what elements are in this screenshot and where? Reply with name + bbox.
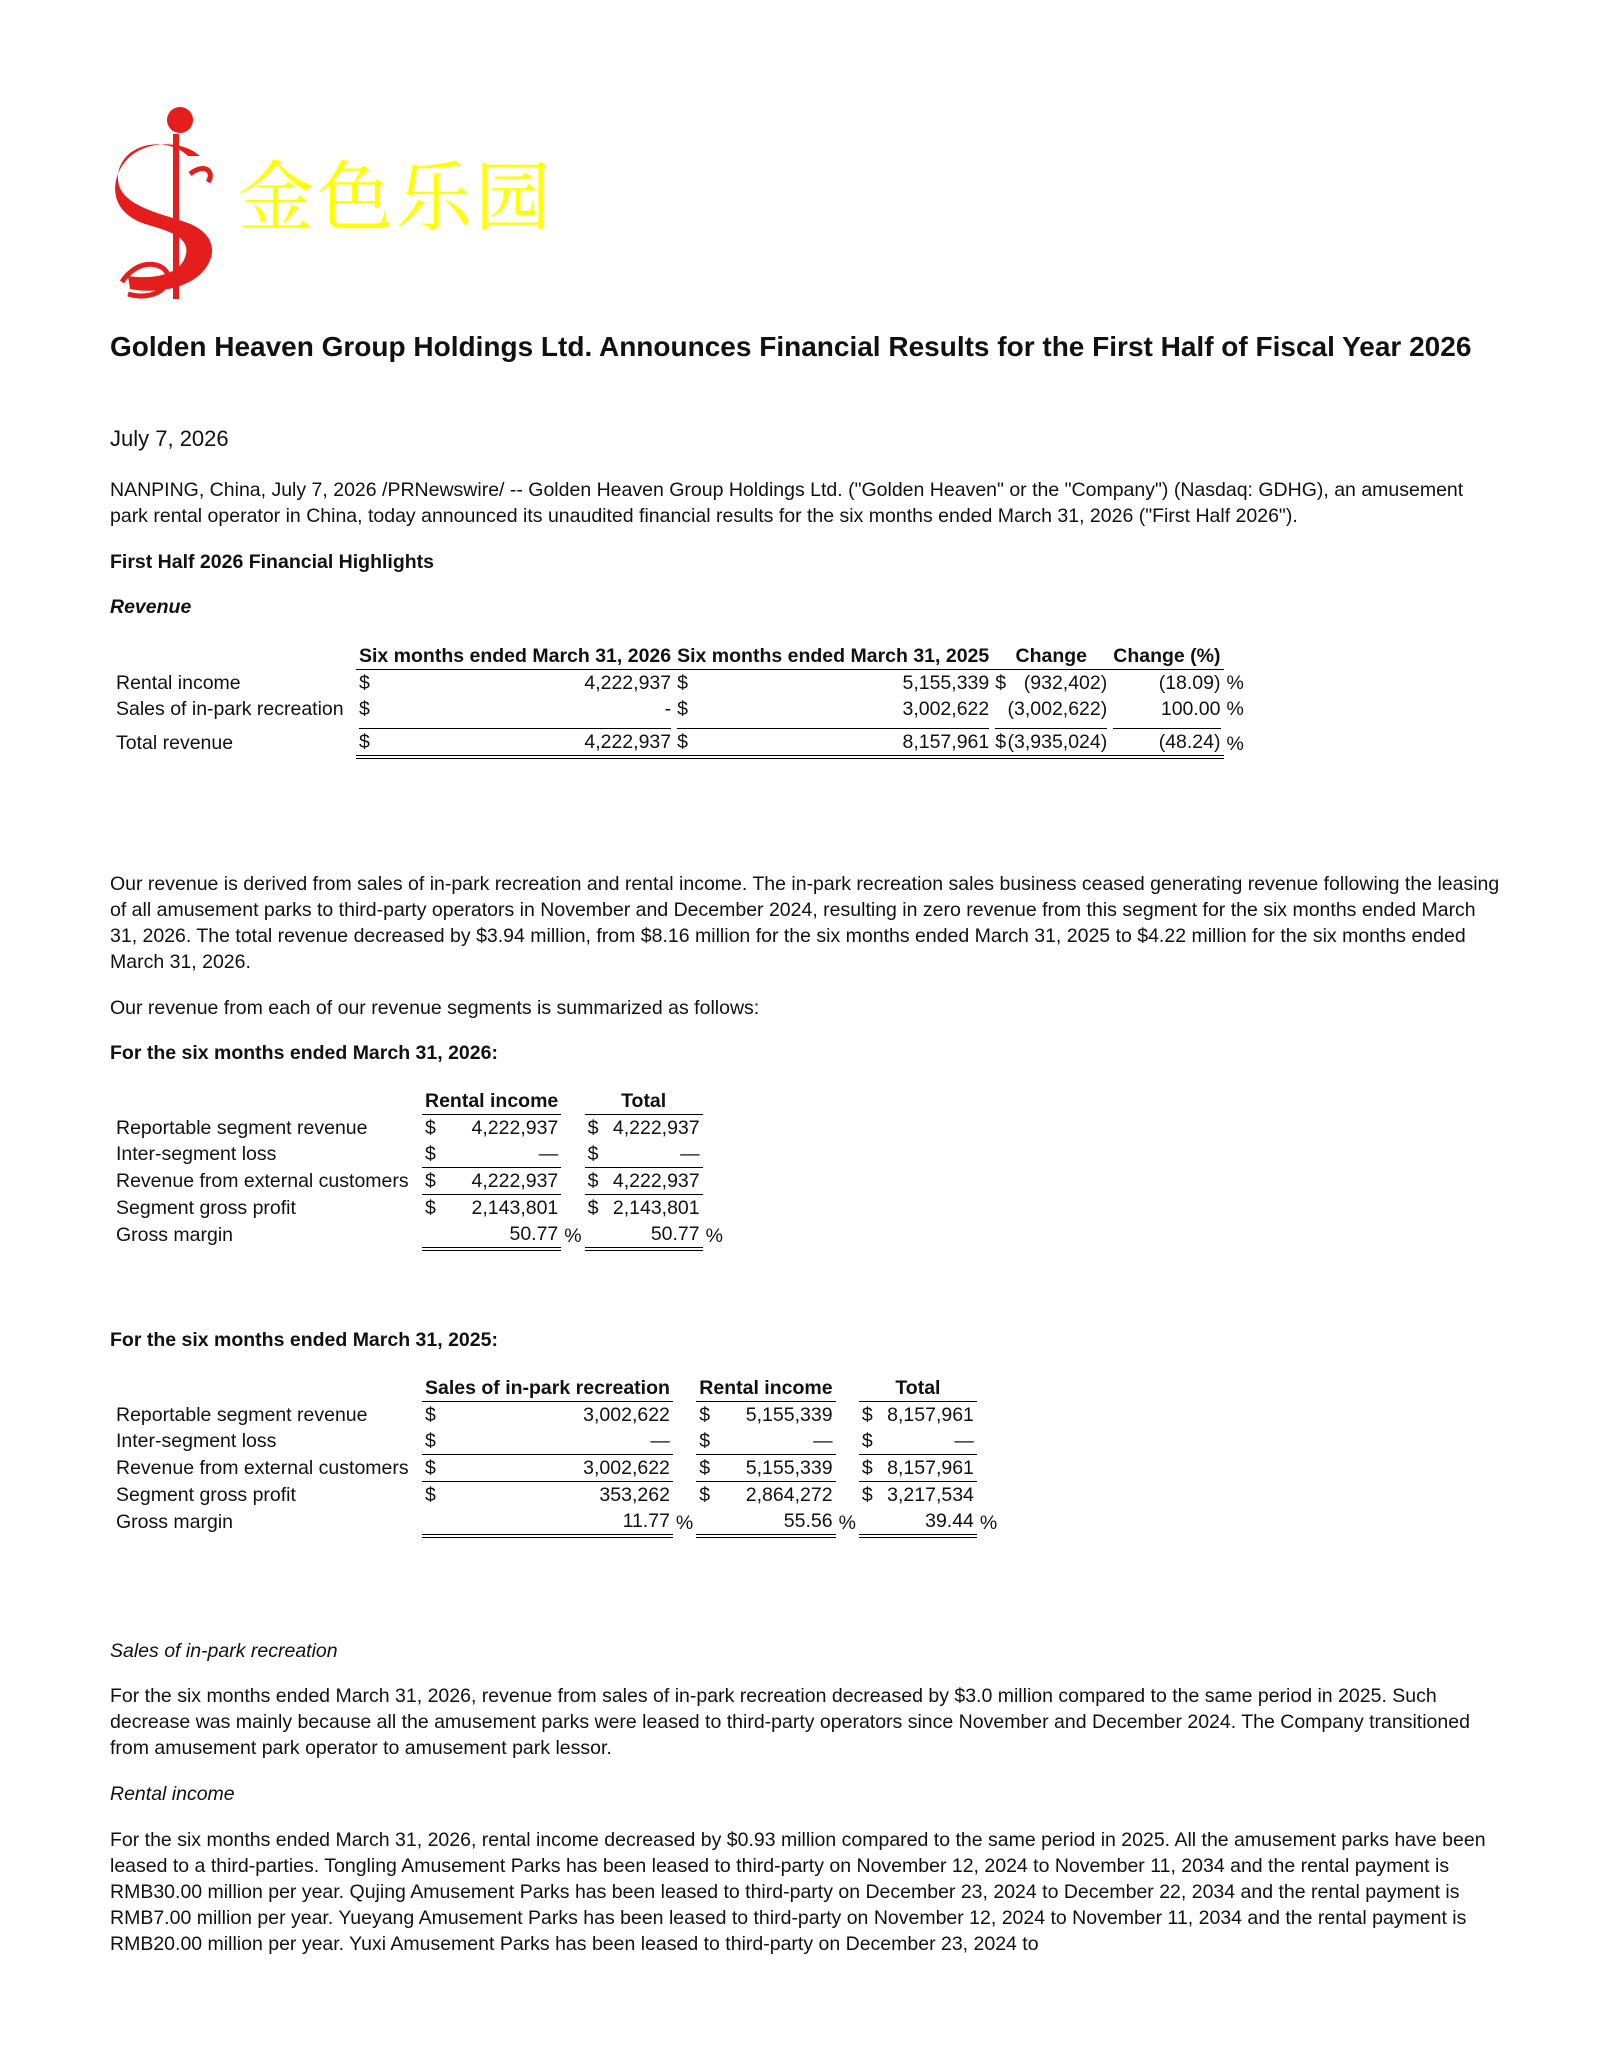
currency-symbol: $ — [677, 672, 688, 694]
segment-2026-table — [110, 1088, 727, 1251]
currency-symbol: $ — [861, 1430, 873, 1452]
table-cell: (3,935,024) — [1007, 731, 1108, 753]
table-cell: — — [954, 1430, 974, 1452]
currency-symbol: $ — [425, 1117, 436, 1139]
revenue-heading: Revenue — [110, 596, 192, 618]
currency-symbol: $ — [359, 731, 370, 753]
currency-symbol: $ — [699, 1457, 711, 1479]
table-cell: 3,002,622 — [902, 698, 990, 720]
table-row — [110, 1455, 1001, 1482]
table-cell: (932,402) — [1023, 672, 1108, 694]
table-cell: 3,217,534 — [887, 1484, 974, 1506]
row-label: Reportable segment revenue — [116, 1116, 368, 1139]
percent-sign: % — [979, 1512, 998, 1534]
seg2026-heading: For the six months ended March 31, 2026: — [110, 1042, 498, 1064]
table-cell: 2,143,801 — [612, 1197, 700, 1219]
currency-symbol: $ — [699, 1430, 711, 1452]
table-cell: 55.56 — [696, 1508, 835, 1536]
table-cell: 50.77 — [585, 1221, 703, 1249]
row-label: Segment gross profit — [116, 1483, 296, 1506]
table-cell: 8,157,961 — [887, 1404, 974, 1426]
currency-symbol: $ — [587, 1197, 599, 1219]
currency-symbol: $ — [699, 1404, 711, 1426]
table-row — [110, 1168, 727, 1195]
row-label: Sales of in-park recreation — [116, 698, 344, 720]
table-cell: 4,222,937 — [584, 672, 672, 694]
table-cell: — — [650, 1430, 670, 1452]
currency-symbol: $ — [861, 1404, 873, 1426]
table-row — [110, 1482, 1001, 1509]
currency-symbol: $ — [587, 1143, 599, 1165]
table-cell: 2,864,272 — [745, 1484, 833, 1506]
table-cell: (3,002,622) — [1007, 698, 1108, 720]
highlights-heading: First Half 2026 Financial Highlights — [110, 551, 434, 573]
table-cell: 2,143,801 — [471, 1197, 559, 1219]
seg2025-header-total: Total — [859, 1375, 977, 1402]
row-label: Gross margin — [116, 1511, 234, 1533]
currency-symbol: $ — [995, 731, 1007, 753]
table-cell: (48.24) — [1113, 728, 1220, 755]
currency-symbol: $ — [425, 1484, 436, 1506]
table-cell: 5,155,339 — [902, 672, 990, 694]
table-cell: 39.44 — [859, 1508, 977, 1536]
row-label: Revenue from external customers — [116, 1170, 409, 1192]
table-cell: 50.77 — [422, 1221, 561, 1249]
table-cell: 8,157,961 — [902, 731, 990, 753]
currency-symbol: $ — [699, 1484, 711, 1506]
table-row — [110, 670, 1248, 697]
rental-subheading: Rental income — [110, 1783, 235, 1805]
currency-symbol: $ — [425, 1404, 436, 1426]
table-row — [110, 1402, 1001, 1429]
currency-symbol: $ — [587, 1117, 599, 1139]
row-label: Revenue from external customers — [116, 1457, 409, 1479]
percent-sign: % — [1226, 698, 1244, 720]
table-cell: 4,222,937 — [612, 1117, 700, 1139]
currency-symbol: $ — [587, 1170, 599, 1192]
percent-sign: % — [705, 1225, 723, 1247]
table-row — [110, 1115, 727, 1142]
seg2026-header-total: Total — [585, 1088, 703, 1115]
segments-intro: Our revenue from each of our revenue segments is summarized as follows: — [110, 997, 760, 1019]
table-row — [110, 1221, 727, 1249]
revenue-header-change: Change — [992, 643, 1110, 670]
percent-sign: % — [1226, 672, 1244, 694]
revenue-table — [110, 643, 1248, 759]
table-cell: 8,157,961 — [887, 1457, 974, 1479]
table-cell: 4,222,937 — [471, 1117, 559, 1139]
sales-subheading: Sales of in-park recreation — [110, 1640, 338, 1662]
table-cell: 100.00 — [1160, 698, 1221, 720]
table-cell: 5,155,339 — [745, 1457, 833, 1479]
table-cell: — — [680, 1143, 700, 1165]
currency-symbol: $ — [425, 1197, 436, 1219]
table-cell: 5,155,339 — [745, 1404, 833, 1426]
rental-paragraph: For the six months ended March 31, 2026, rental income decreased by $0.93 million compared to the same period in 2025. All the amusement parks have been leased to a third-parties. Tongling Amusement Parks has been leased to third-party on November 12, 2024 to November 11, 2034 and the rental payment is RMB30.00 million per year. Qujing Amusement Parks has been leased to third-party on December 23, 2024 to December 22, 2034 and the rental payment is RMB7.00 million per year. Yueyang Amusement Parks has been leased to third-party on November 12, 2024 to November 11, 2034 and the rental payment is RMB20.00 million per year. Yuxi Amusement Parks has been leased to third-party on December 23, 2024 to — [110, 1829, 1486, 1955]
row-label: Gross margin — [116, 1224, 234, 1246]
percent-sign: % — [564, 1225, 582, 1247]
currency-symbol: $ — [861, 1457, 873, 1479]
currency-symbol: $ — [425, 1143, 436, 1165]
percent-sign: % — [838, 1512, 856, 1534]
table-cell: - — [664, 698, 672, 720]
table-cell: (18.09) — [1158, 672, 1221, 694]
currency-symbol: $ — [677, 698, 688, 720]
table-cell: 3,002,622 — [583, 1404, 670, 1426]
table-cell: — — [538, 1143, 559, 1165]
revenue-header-change-pct: Change (%) — [1110, 643, 1223, 670]
table-row — [110, 1428, 1001, 1455]
table-cell: 4,222,937 — [471, 1170, 559, 1192]
table-cell: 4,222,937 — [584, 731, 672, 753]
percent-sign: % — [675, 1512, 694, 1534]
page-title: Golden Heaven Group Holdings Ltd. Announces Financial Results for the First Half of Fiscal Year 2026 — [110, 331, 1472, 362]
segment-2025-table — [110, 1375, 1001, 1538]
currency-symbol: $ — [359, 672, 370, 694]
table-cell: 3,002,622 — [583, 1457, 670, 1479]
currency-symbol: $ — [995, 672, 1007, 694]
table-cell: 353,262 — [599, 1484, 670, 1506]
company-logo — [110, 104, 570, 304]
row-label: Rental income — [116, 671, 241, 694]
row-label: Total revenue — [116, 731, 234, 754]
intro-paragraph: NANPING, China, July 7, 2026 /PRNewswire/ -- Golden Heaven Group Holdings Ltd. ("Golden Heaven" or the "Company") (Nasdaq: GDHG), an amusement park rental operator in China, today announced its unaudited financial results for the six months ended March 31, 2026 ("First Half 2026"). — [110, 479, 1464, 527]
table-row — [110, 696, 1248, 722]
revenue-paragraph: Our revenue is derived from sales of in-park recreation and rental income. The in-park recreation sales business ceased generating revenue following the leasing of all amusement parks to third-party operators in November and December 2024, resulting in zero revenue from this segment for the six months ended March 31, 2026. The total revenue decreased by $3.94 million, from $8.16 million for the six months ended March 31, 2025 to $4.22 million for the six months ended March 31, 2026. — [110, 873, 1500, 973]
revenue-header-2026: Six months ended March 31, 2026 — [356, 643, 674, 670]
table-cell: 4,222,937 — [612, 1170, 700, 1192]
logo-chinese-text: 金色乐园 — [238, 153, 554, 242]
currency-symbol: $ — [677, 731, 688, 753]
table-row — [110, 722, 1248, 757]
row-label: Inter-segment loss — [116, 1143, 277, 1166]
logo-mark-icon — [110, 104, 235, 304]
row-label: Segment gross profit — [116, 1196, 296, 1219]
table-cell: 11.77 — [422, 1508, 673, 1536]
table-row — [110, 1508, 1001, 1536]
seg2026-header-rental: Rental income — [422, 1088, 561, 1115]
row-label: Inter-segment loss — [116, 1430, 277, 1453]
seg2025-header-rental: Rental income — [696, 1375, 835, 1402]
currency-symbol: $ — [425, 1170, 436, 1192]
currency-symbol: $ — [359, 698, 370, 720]
table-row — [110, 1141, 727, 1168]
release-date: July 7, 2026 — [110, 426, 229, 451]
table-cell: — — [813, 1430, 833, 1452]
currency-symbol: $ — [861, 1484, 873, 1506]
currency-symbol: $ — [425, 1457, 436, 1479]
seg2025-heading: For the six months ended March 31, 2025: — [110, 1329, 498, 1351]
seg2025-header-sales: Sales of in-park recreation — [422, 1375, 673, 1402]
percent-sign: % — [1226, 733, 1244, 755]
revenue-header-2025: Six months ended March 31, 2025 — [674, 643, 992, 670]
sales-paragraph: For the six months ended March 31, 2026, revenue from sales of in-park recreation decreased by $3.0 million compared to the same period in 2025. Such decrease was mainly because all the amusement parks were leased to third-party operators since November and December 2024. The Company transitioned from amusement park operator to amusement park lessor. — [110, 1685, 1470, 1759]
table-row — [110, 1195, 727, 1222]
row-label: Reportable segment revenue — [116, 1403, 368, 1426]
currency-symbol: $ — [425, 1430, 436, 1452]
